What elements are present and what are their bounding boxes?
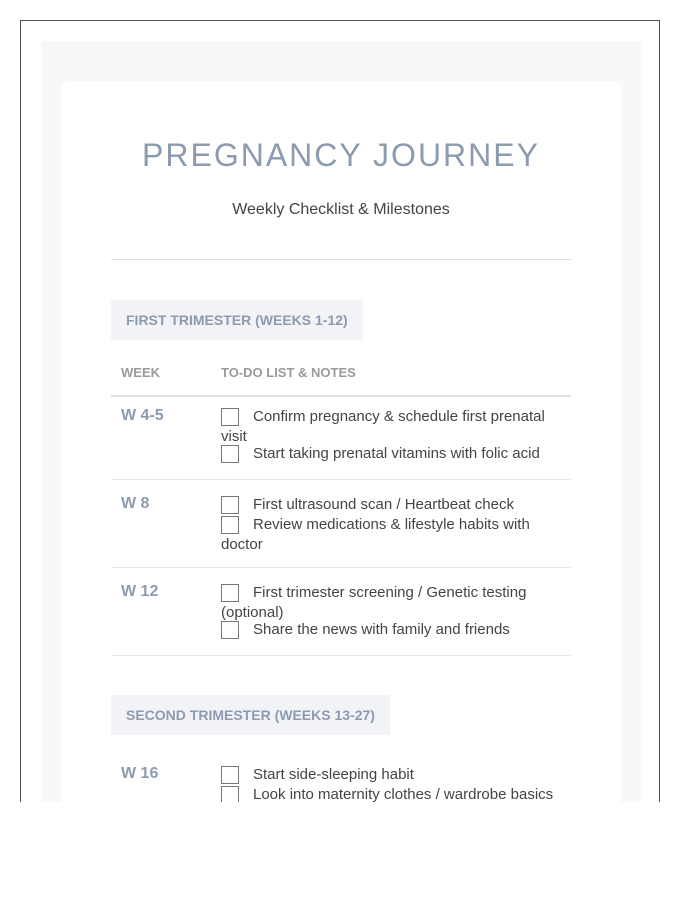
column-header-week: WEEK — [121, 365, 160, 380]
task-text: Start taking prenatal vitamins with folic acid — [253, 445, 540, 462]
task-list — [221, 583, 566, 640]
week-label: W 8 — [121, 495, 150, 512]
week-label: W 16 — [121, 765, 159, 782]
page-title: PREGNANCY JOURNEY — [142, 137, 540, 173]
section-label-second-trimester: SECOND TRIMESTER (WEEKS 13-27) — [111, 695, 390, 735]
task-list — [221, 407, 566, 464]
table-row — [111, 749, 571, 802]
table-row — [111, 479, 571, 568]
task-item — [221, 785, 566, 802]
task-text: Start side-sleeping habit — [253, 766, 414, 783]
page-background — [41, 41, 641, 802]
task-item — [221, 583, 566, 623]
task-checkbox[interactable] — [221, 516, 239, 534]
page-frame — [20, 20, 660, 802]
checklist-card — [61, 81, 621, 802]
page-subtitle: Weekly Checklist & Milestones — [232, 201, 450, 218]
task-checkbox[interactable] — [221, 621, 239, 639]
task-checkbox[interactable] — [221, 408, 239, 426]
task-text: Confirm pregnancy & schedule first prenatal visit — [221, 408, 545, 445]
task-item — [221, 444, 566, 464]
task-text: Look into maternity clothes / wardrobe basics — [253, 786, 554, 802]
table-row — [111, 391, 571, 480]
task-text: Share the news with family and friends — [253, 621, 510, 638]
section-label-first-trimester: FIRST TRIMESTER (WEEKS 1-12) — [111, 300, 363, 340]
table-row — [111, 567, 571, 656]
task-list — [221, 765, 566, 802]
task-item — [221, 515, 566, 555]
task-text: Review medications & lifestyle habits with doctor — [221, 516, 530, 553]
task-list — [221, 495, 566, 555]
week-label: W 12 — [121, 583, 159, 600]
task-item — [221, 495, 566, 515]
task-checkbox[interactable] — [221, 786, 239, 802]
task-text: First trimester screening / Genetic testing (optional) — [221, 584, 527, 621]
week-label: W 4-5 — [121, 407, 164, 424]
task-item — [221, 620, 566, 640]
header-divider — [111, 259, 571, 260]
task-item — [221, 407, 566, 447]
task-checkbox[interactable] — [221, 766, 239, 784]
task-checkbox[interactable] — [221, 584, 239, 602]
task-checkbox[interactable] — [221, 445, 239, 463]
column-header-notes: TO-DO LIST & NOTES — [221, 365, 356, 380]
task-item — [221, 765, 566, 785]
task-text: First ultrasound scan / Heartbeat check — [253, 496, 514, 513]
task-checkbox[interactable] — [221, 496, 239, 514]
